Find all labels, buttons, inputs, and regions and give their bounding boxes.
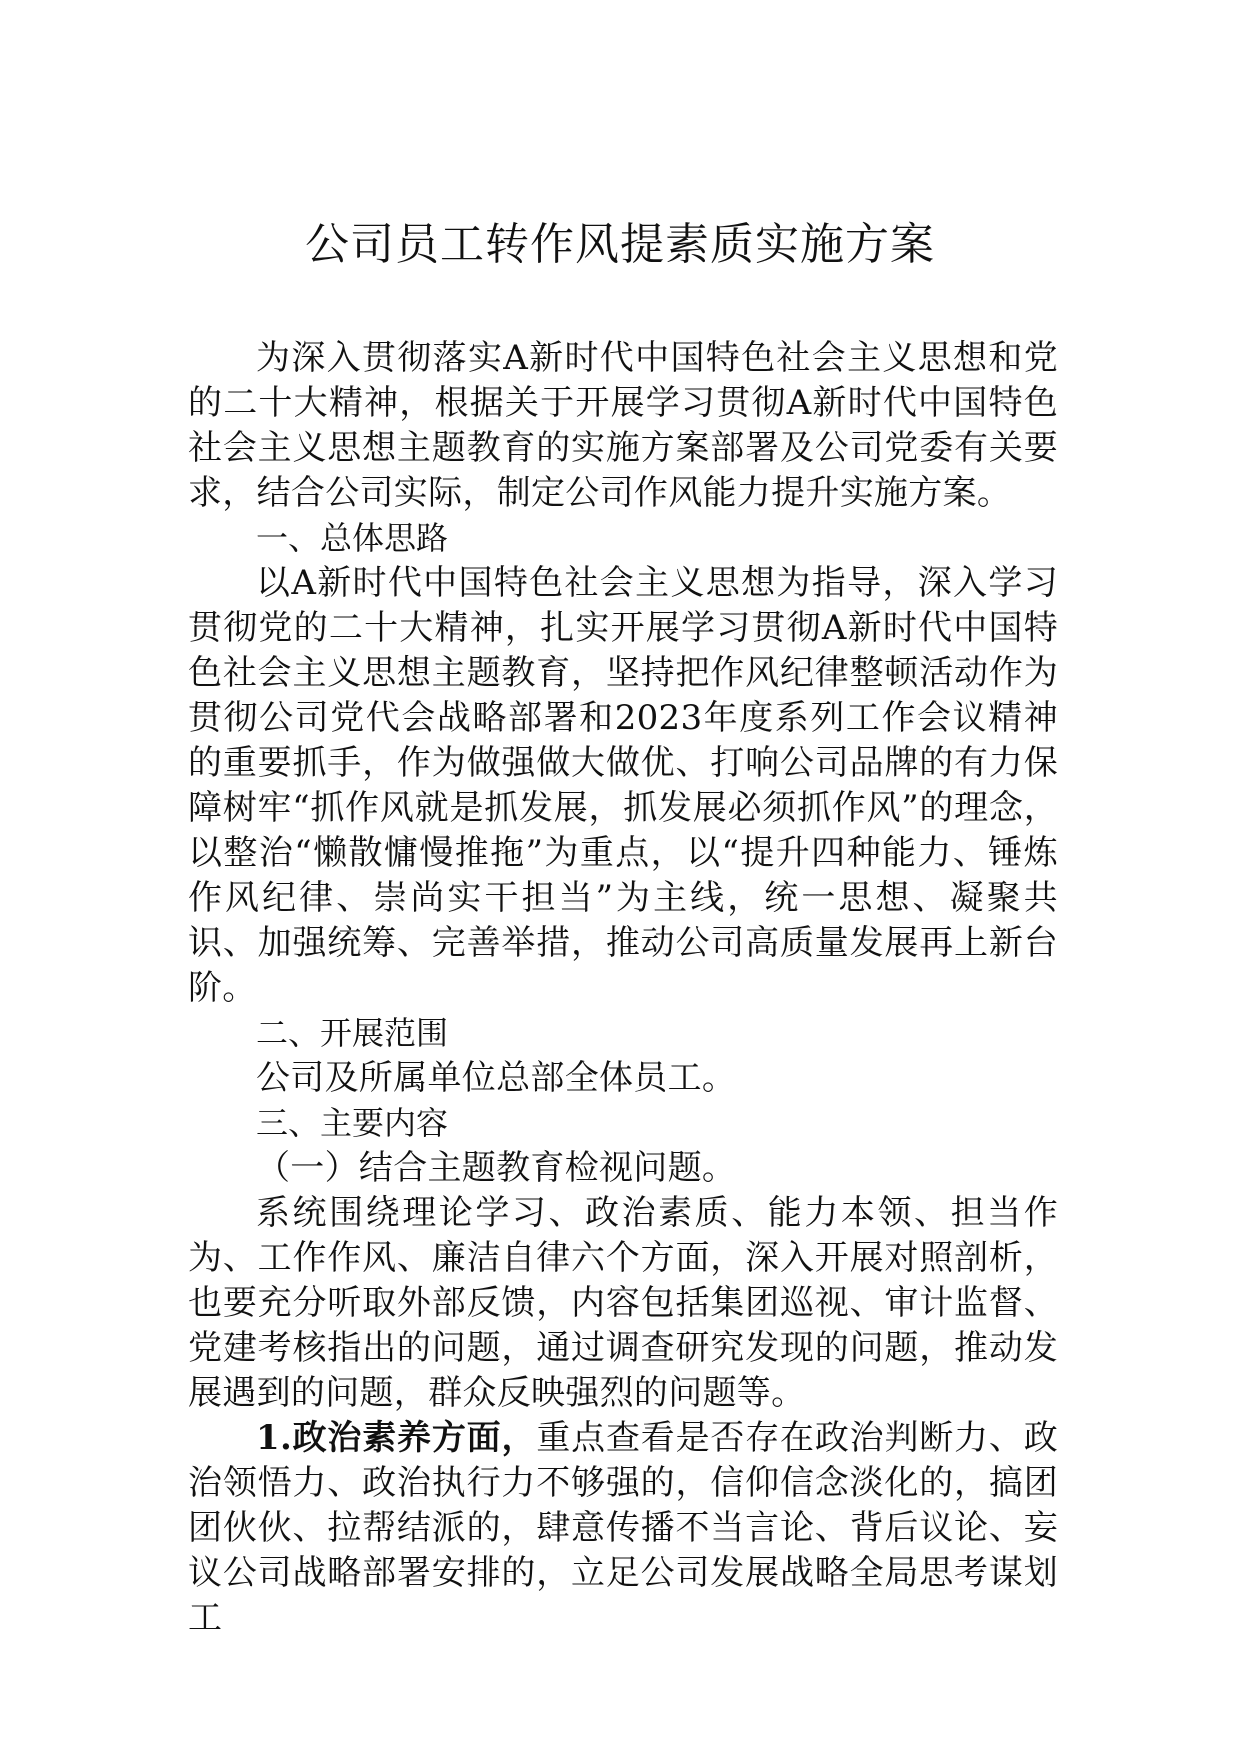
section-paragraph-scope: 公司及所属单位总部全体员工。: [256, 1058, 737, 1098]
section-paragraph-overall-approach: 以A新时代中国特色社会主义思想为指导，深入学习贯彻党的二十大精神，扎实开展学习贯彻A新时代中国特色社会主义思想主题教育，坚持把作风纪律整顿活动作为贯彻公司党代会战略部署和2023年度系列工作会议精神的重要抓手，作为做强做大做优、打响公司品牌的有力保障树牢“抓作风就是抓发展，抓发展必须抓作风”的理念，以整治“懒散慵慢推拖”为重点，以“提升四种能力、锤炼作风纪律、崇尚实干担当”为主线，统一思想、凝聚共识、加强统筹、完善举措，推动公司高质量发展再上新台阶。: [188, 563, 1058, 1008]
item-text-political-quality: 重点查看是否存在政治判断力、政治领悟力、政治执行力不够强的，信仰信念淡化的，搞团团伙伙、拉帮结派的，肆意传播不当言论、背后议论、妄议公司战略部署安排的，立足公司发展战略全局思考谋划工: [188, 1418, 1059, 1638]
section-heading-main-content: 三、主要内容: [256, 1104, 449, 1142]
section-heading-overall-approach: 一、总体思路: [256, 519, 449, 557]
section-heading-scope: 二、开展范围: [256, 1014, 449, 1052]
item-lead-political-quality: 1.政治素养方面，: [256, 1418, 537, 1458]
intro-paragraph: 为深入贯彻落实A新时代中国特色社会主义思想和党的二十大精神，根据关于开展学习贯彻A新时代中国特色社会主义思想主题教育的实施方案部署及公司党委有关要求，结合公司实际，制定公司作风能力提升实施方案。: [188, 338, 1058, 513]
document-body: [188, 336, 1058, 1641]
subsection-heading-review-issues: （一）结合主题教育检视问题。: [256, 1148, 737, 1188]
document-title: 公司员工转作风提素质实施方案: [305, 219, 935, 270]
subsection-paragraph-review-issues: 系统围绕理论学习、政治素质、能力本领、担当作为、工作作风、廉洁自律六个方面，深入开展对照剖析，也要充分听取外部反馈，内容包括集团巡视、审计监督、党建考核指出的问题，通过调查研究发现的问题，推动发展遇到的问题，群众反映强烈的问题等。: [188, 1193, 1058, 1413]
item-paragraph-political-quality: [188, 1416, 1058, 1641]
